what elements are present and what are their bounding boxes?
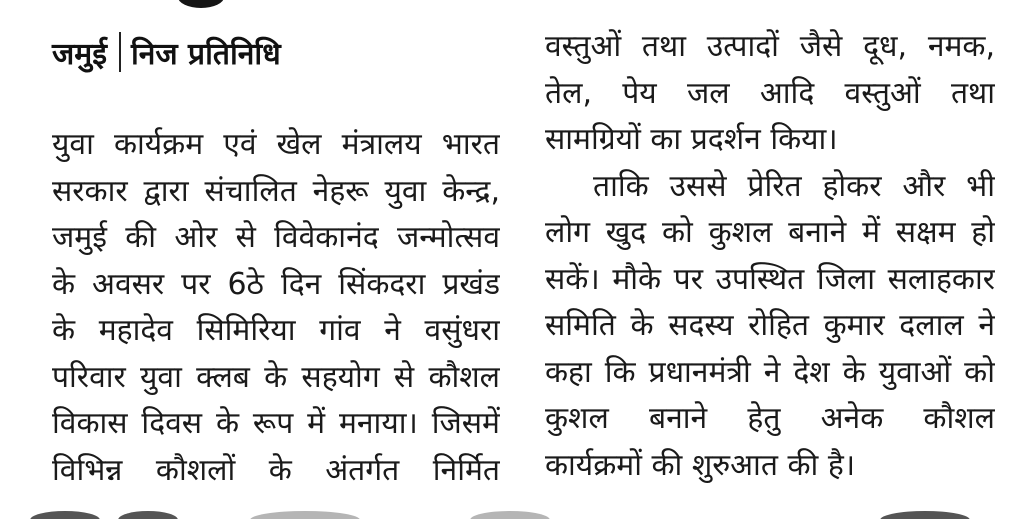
dateline-separator (119, 32, 121, 72)
text-line: विभिन्न कौशलों के अंतर्गत निर्मित (52, 452, 500, 488)
paragraph-end-line: कार्यक्रमों की शुरुआत की है। (545, 447, 856, 483)
paragraph-start-line: ताकि उससे प्रेरित होकर और भी (593, 168, 995, 204)
text-line: जमुई की ओर से विवेकानंद जन्मोत्सव (52, 220, 500, 255)
paragraph-end-line: सामग्रियों का प्रदर्शन किया। (545, 122, 838, 157)
text-line: विकास दिवस के रूप में मनाया। जिसमें (52, 406, 500, 441)
text-line: वस्तुओं तथा उत्पादों जैसे दूध, नमक, (545, 29, 995, 64)
dateline-place: जमुई (52, 36, 107, 72)
left-column-text (52, 122, 500, 494)
print-bleed-bottom (0, 503, 1024, 519)
text-line: लोग खुद को कुशल बनाने में सक्षम हो (545, 215, 995, 250)
print-smudge-top (178, 0, 224, 8)
text-line: सकें। मौके पर उपस्थित जिला सलाहकार (545, 261, 995, 297)
text-line: सरकार द्वारा संचालित नेहरू युवा केन्द्र, (52, 173, 500, 209)
dateline (52, 28, 281, 76)
text-line: परिवार युवा क्लब के सहयोग से कौशल (52, 359, 500, 395)
text-line: कहा कि प्रधानमंत्री ने देश के युवाओं को (545, 354, 995, 390)
text-line: कुशल बनाने हेतु अनेक कौशल (545, 401, 995, 436)
text-line: युवा कार्यक्रम एवं खेल मंत्रालय भारत (52, 127, 500, 162)
text-line: समिति के सदस्य रोहित कुमार दलाल ने (545, 308, 995, 343)
dateline-byline: निज प्रतिनिधि (130, 36, 281, 72)
right-column-text (545, 24, 995, 489)
text-line: के महादेव सिमिरिया गांव ने वसुंधरा (52, 313, 500, 348)
text-line: तेल, पेय जल आदि वस्तुओं तथा (545, 75, 995, 111)
text-line: के अवसर पर 6ठे दिन सिंकदरा प्रखंड (52, 266, 500, 302)
